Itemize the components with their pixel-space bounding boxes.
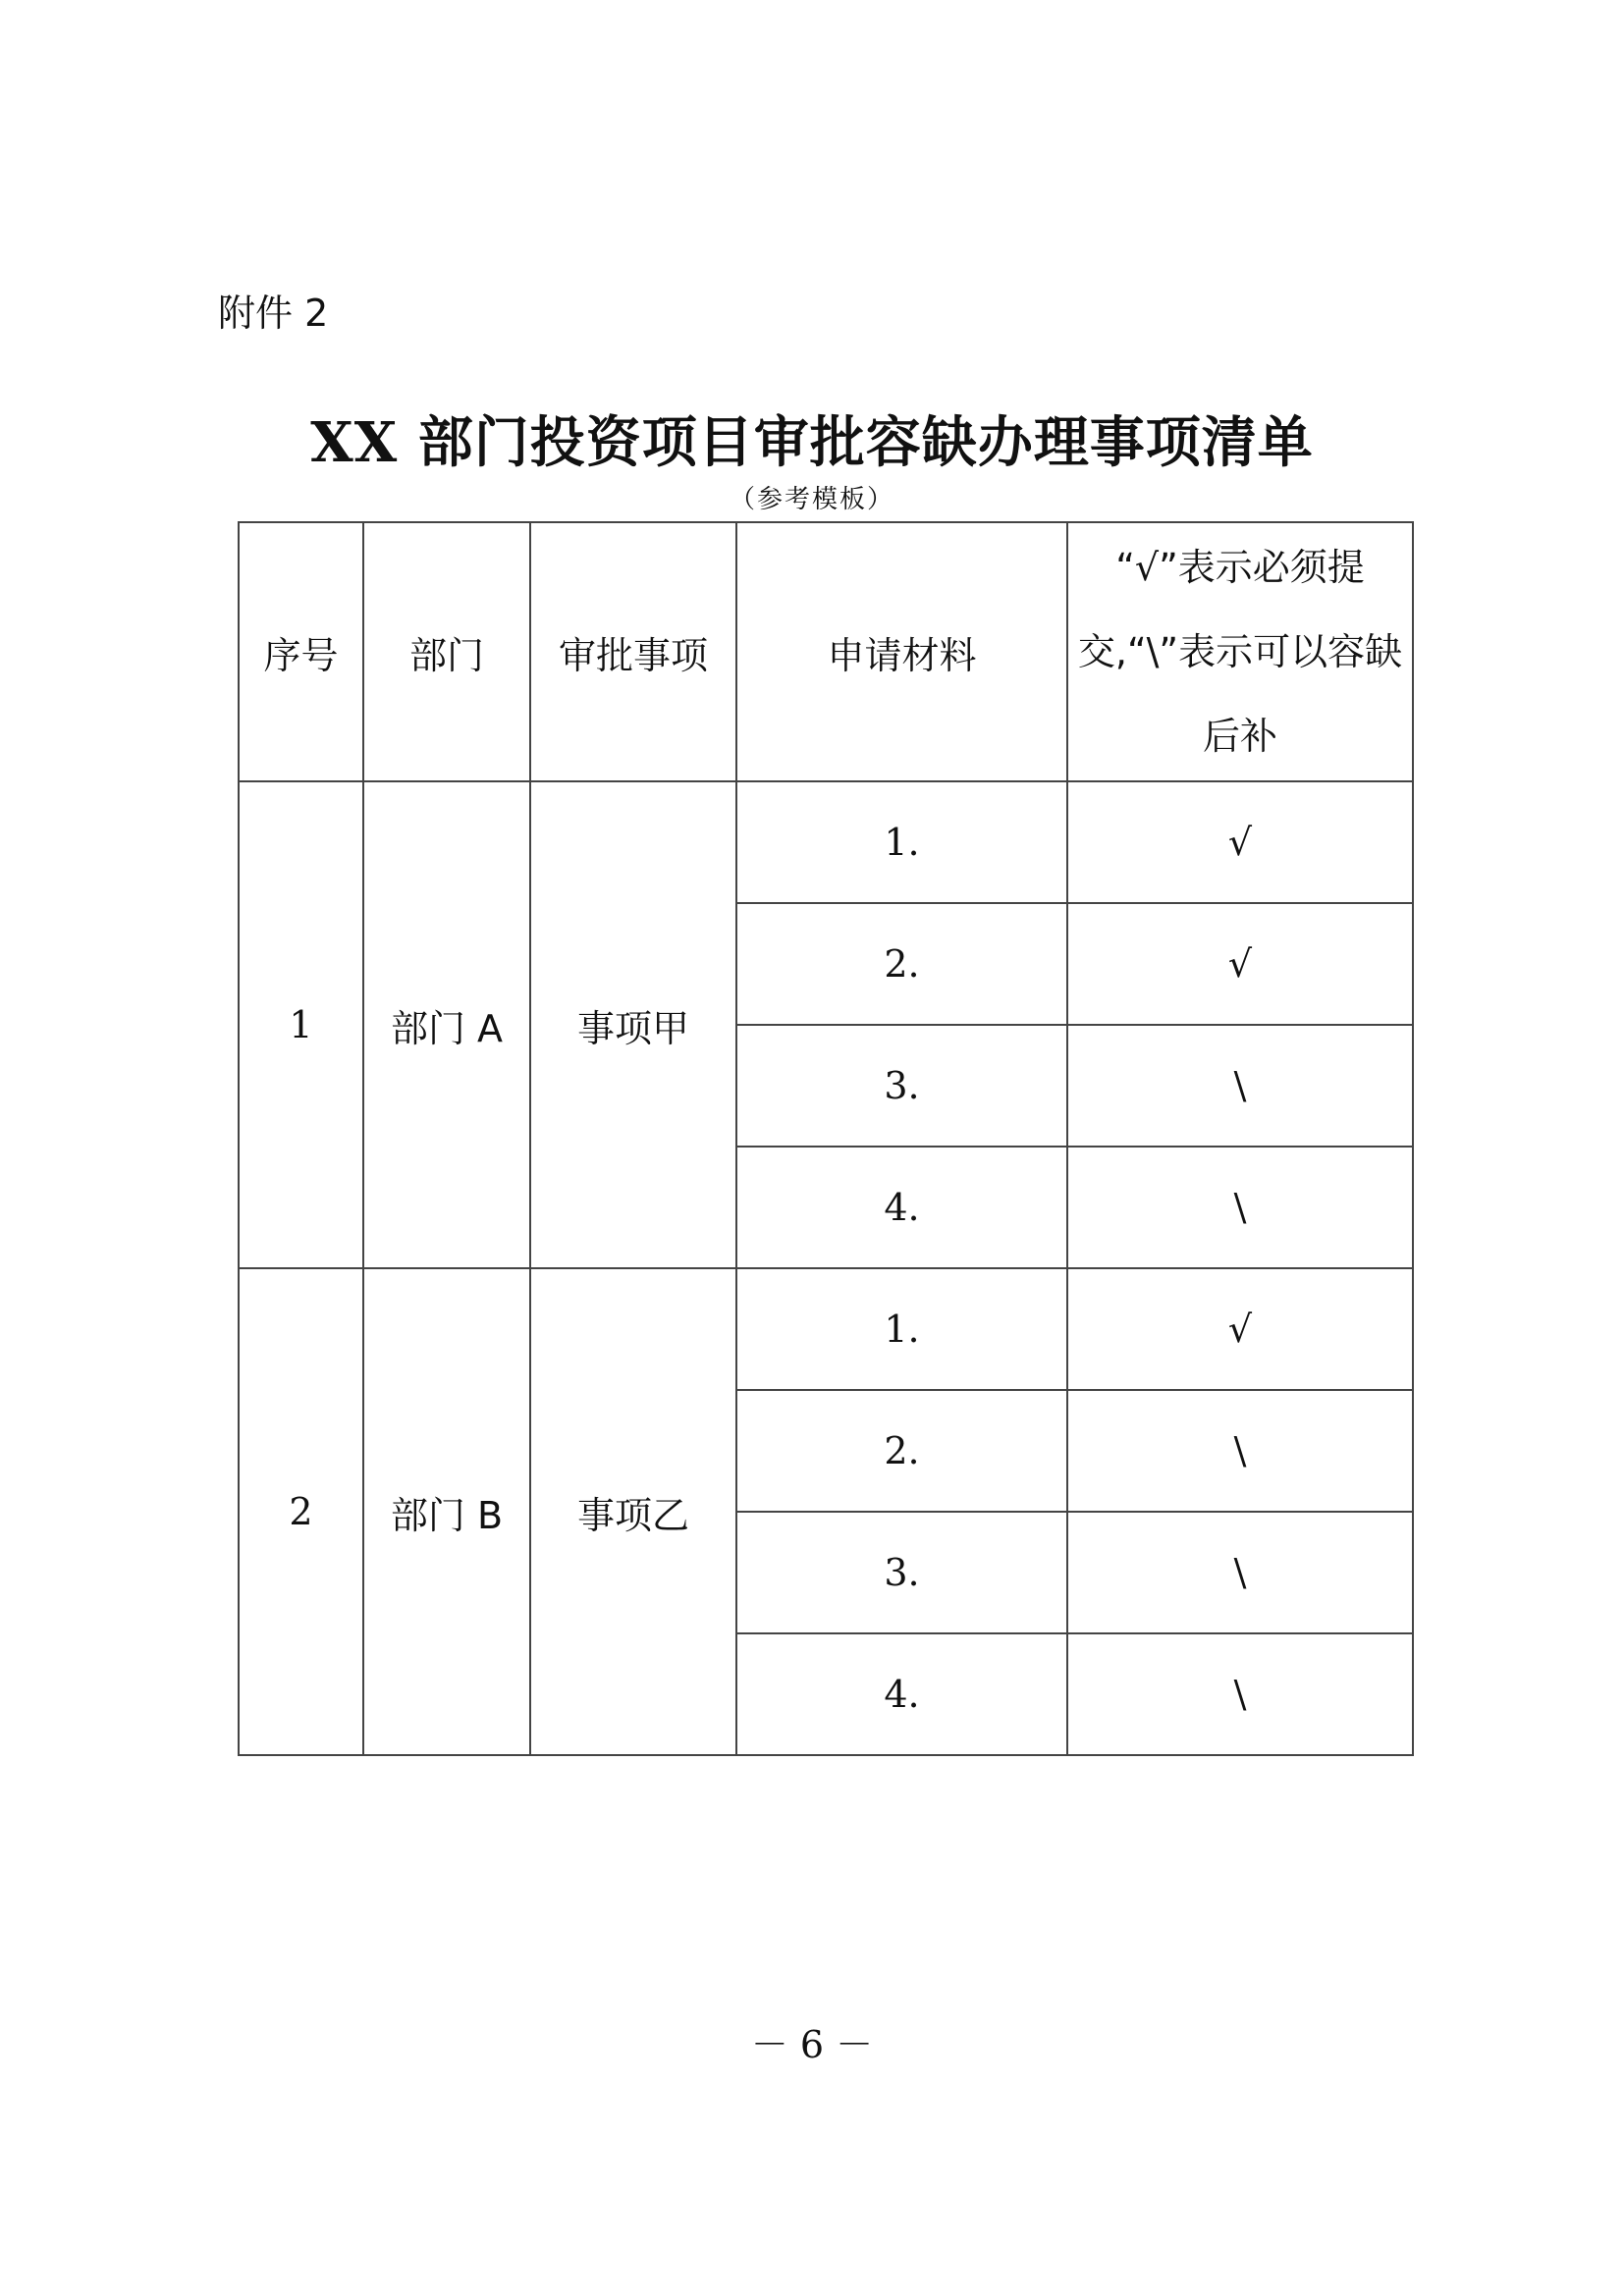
material-cell: 3. (736, 1512, 1067, 1633)
material-cell: 4. (736, 1147, 1067, 1268)
material-cell: 4. (736, 1633, 1067, 1755)
serial-cell: 2 (239, 1268, 363, 1755)
mark-cell: \ (1067, 1512, 1413, 1633)
mark-cell: √ (1067, 903, 1413, 1025)
mark-cell: √ (1067, 1268, 1413, 1390)
material-cell: 1. (736, 781, 1067, 903)
header-materials: 申请材料 (736, 522, 1067, 781)
approval-item-cell: 事项甲 (530, 781, 736, 1268)
table-body (239, 781, 1413, 1755)
table-row (239, 1268, 1413, 1390)
department-cell: 部门 A (363, 781, 530, 1268)
deferral-checklist-table (238, 521, 1414, 1756)
material-cell: 1. (736, 1268, 1067, 1390)
attachment-label: 附件 2 (218, 292, 329, 335)
header-approval-item: 审批事项 (530, 522, 736, 781)
document-title: XX 部门投资项目审批容缺办理事项清单 (310, 410, 1314, 475)
page-number: － 6 － (750, 2023, 874, 2066)
mark-cell: √ (1067, 781, 1413, 903)
header-serial: 序号 (239, 522, 363, 781)
mark-cell: \ (1067, 1025, 1413, 1147)
header-department: 部门 (363, 522, 530, 781)
material-cell: 2. (736, 1390, 1067, 1512)
material-cell: 3. (736, 1025, 1067, 1147)
document-subtitle: （参考模板） (729, 485, 894, 514)
serial-cell: 1 (239, 781, 363, 1268)
header-mark-legend: “√”表示必须提交,“\”表示可以容缺后补 (1067, 522, 1413, 781)
table-header (239, 522, 1413, 781)
approval-item-cell: 事项乙 (530, 1268, 736, 1755)
header-row (239, 522, 1413, 781)
mark-cell: \ (1067, 1147, 1413, 1268)
mark-cell: \ (1067, 1633, 1413, 1755)
mark-cell: \ (1067, 1390, 1413, 1512)
department-cell: 部门 B (363, 1268, 530, 1755)
material-cell: 2. (736, 903, 1067, 1025)
table-row (239, 781, 1413, 903)
